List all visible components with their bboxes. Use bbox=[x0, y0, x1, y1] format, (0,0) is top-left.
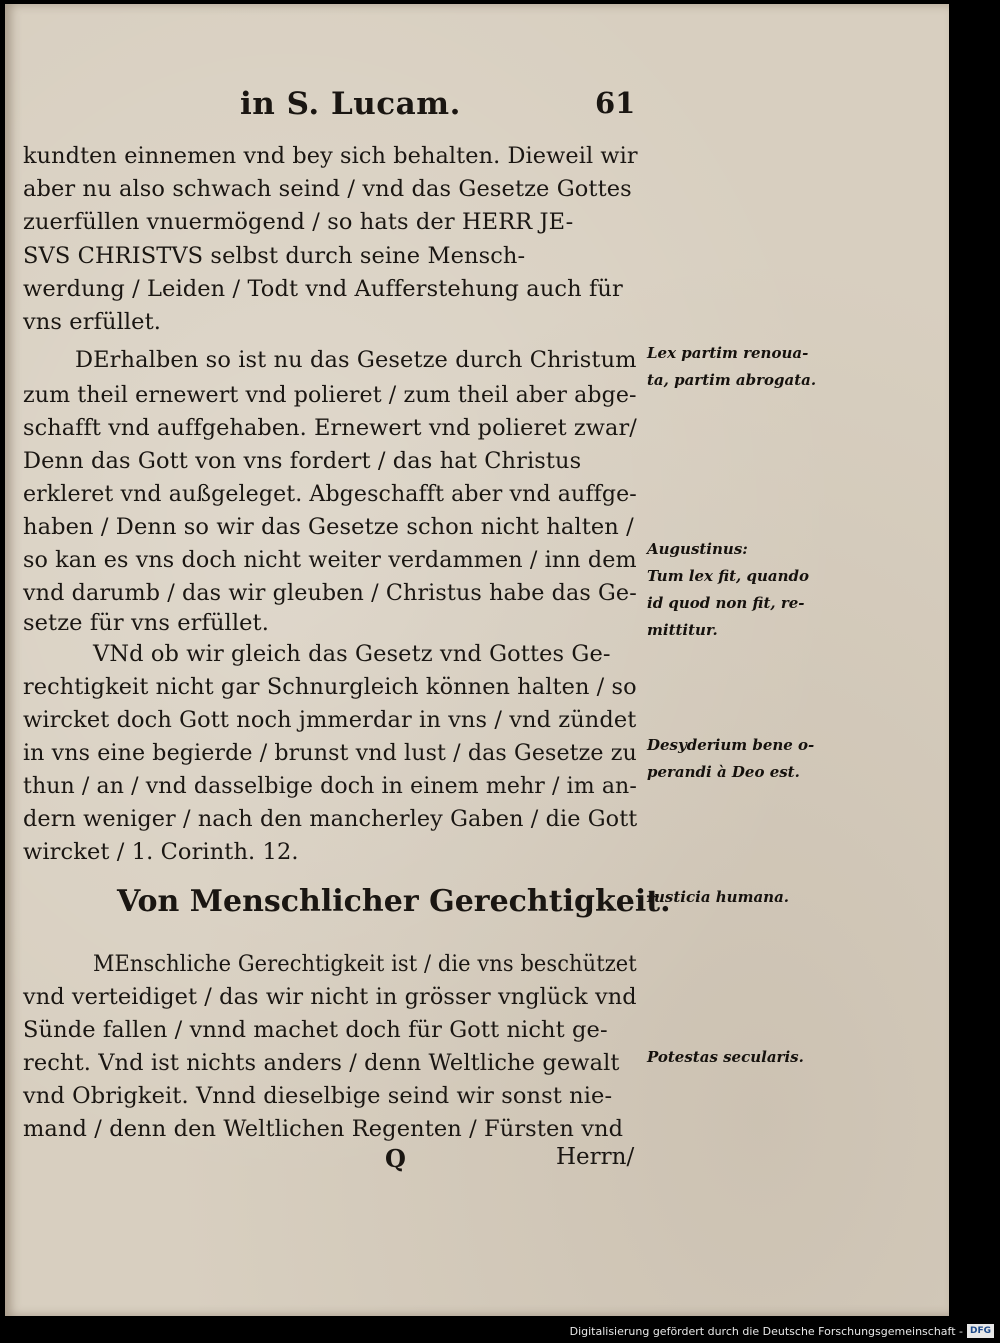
text-line: kundten einnemen vnd bey sich behalten. Dieweil wir bbox=[23, 143, 638, 169]
text-line: SVS CHRISTVS selbst durch seine Mensch- bbox=[23, 243, 526, 269]
text-line: DErhalben so ist nu das Gesetze durch Christum bbox=[75, 347, 637, 373]
text-line: erkleret vnd außgeleget. Abgeschafft aber vnd auffge- bbox=[23, 481, 637, 507]
text-line: werdung / Leiden / Todt vnd Aufferstehung auch für bbox=[23, 276, 623, 302]
text-line: vnd darumb / das wir gleuben / Christus habe das Ge- bbox=[23, 580, 637, 606]
text-line: MEnschliche Gerechtigkeit ist / die vns beschützet bbox=[93, 951, 637, 977]
text-line: haben / Denn so wir das Gesetze schon nicht halten / bbox=[23, 514, 634, 540]
text-line: vnd verteidiget / das wir nicht in grösser vnglück vnd bbox=[23, 984, 637, 1010]
text-line: wircket / 1. Corinth. 12. bbox=[23, 839, 299, 865]
page-number: 61 bbox=[595, 86, 636, 120]
page-header bbox=[240, 86, 640, 126]
margin-note-line: Augustinus: bbox=[647, 540, 748, 558]
running-head: in S. Lucam. bbox=[240, 86, 461, 122]
text-line: Sünde fallen / vnnd machet doch für Gott nicht ge- bbox=[23, 1017, 608, 1043]
text-line: mand / denn den Weltlichen Regenten / Fürsten vnd bbox=[23, 1116, 624, 1142]
text-line: vns erfüllet. bbox=[23, 309, 161, 335]
text-line: setze für vns erfüllet. bbox=[23, 610, 269, 636]
margin-note-line: id quod non fit, re- bbox=[647, 594, 805, 612]
margin-note-line: Potestas secularis. bbox=[647, 1048, 804, 1066]
text-line: Denn das Gott von vns fordert / das hat Christus bbox=[23, 448, 582, 474]
text-line: so kan es vns doch nicht weiter verdammen / inn dem bbox=[23, 547, 637, 573]
text-line: rechtigkeit nicht gar Schnurgleich können halten / so bbox=[23, 674, 637, 700]
margin-note-line: Desyderium bene o- bbox=[647, 736, 815, 754]
text-line: thun / an / vnd dasselbige doch in einem mehr / im an- bbox=[23, 773, 637, 799]
margin-note-line: Tum lex fit, quando bbox=[647, 567, 809, 585]
margin-note-desyderium bbox=[647, 732, 814, 786]
text-line: dern weniger / nach den mancherley Gaben / die Gott bbox=[23, 806, 638, 832]
text-line: VNd ob wir gleich das Gesetz vnd Gottes Ge- bbox=[93, 641, 611, 667]
text-line: recht. Vnd ist nichts anders / denn Weltliche gewalt bbox=[23, 1050, 620, 1076]
text-line: schafft vnd auffgehaben. Ernewert vnd polieret zwar/ bbox=[23, 415, 637, 441]
text-line: aber nu also schwach seind / vnd das Gesetze Gottes bbox=[23, 176, 632, 202]
text-line: wircket doch Gott noch jmmerdar in vns / vnd zündet bbox=[23, 707, 637, 733]
signature-mark: Q bbox=[385, 1144, 406, 1173]
text-line: in vns eine begierde / brunst vnd lust / das Gesetze zu bbox=[23, 740, 637, 766]
margin-note-line: ta, partim abrogata. bbox=[647, 371, 817, 389]
margin-note-lex bbox=[647, 340, 816, 394]
margin-note-iusticia bbox=[647, 884, 789, 911]
funding-credit: Digitalisierung gefördert durch die Deutsche Forschungsgemeinschaft - bbox=[569, 1324, 963, 1338]
margin-note-augustinus bbox=[647, 536, 809, 644]
section-title: Von Menschlicher Gerechtigkeit. bbox=[117, 884, 671, 919]
dfg-logo-icon: DFG bbox=[967, 1324, 994, 1338]
margin-note-potestas bbox=[647, 1044, 804, 1071]
book-page bbox=[5, 4, 949, 1316]
text-line: vnd Obrigkeit. Vnnd dieselbige seind wir sonst nie- bbox=[23, 1083, 613, 1109]
catchword: Herrn/ bbox=[556, 1144, 635, 1170]
digitization-footer bbox=[570, 1321, 994, 1341]
margin-note-line: mittitur. bbox=[647, 621, 718, 639]
margin-note-line: Iusticia humana. bbox=[647, 888, 790, 906]
margin-note-line: perandi à Deo est. bbox=[647, 763, 800, 781]
margin-note-line: Lex partim renoua- bbox=[647, 344, 809, 362]
text-line: zum theil ernewert vnd polieret / zum theil aber abge- bbox=[23, 382, 637, 408]
text-line: zuerfüllen vnuermögend / so hats der HERR JE- bbox=[23, 209, 574, 235]
